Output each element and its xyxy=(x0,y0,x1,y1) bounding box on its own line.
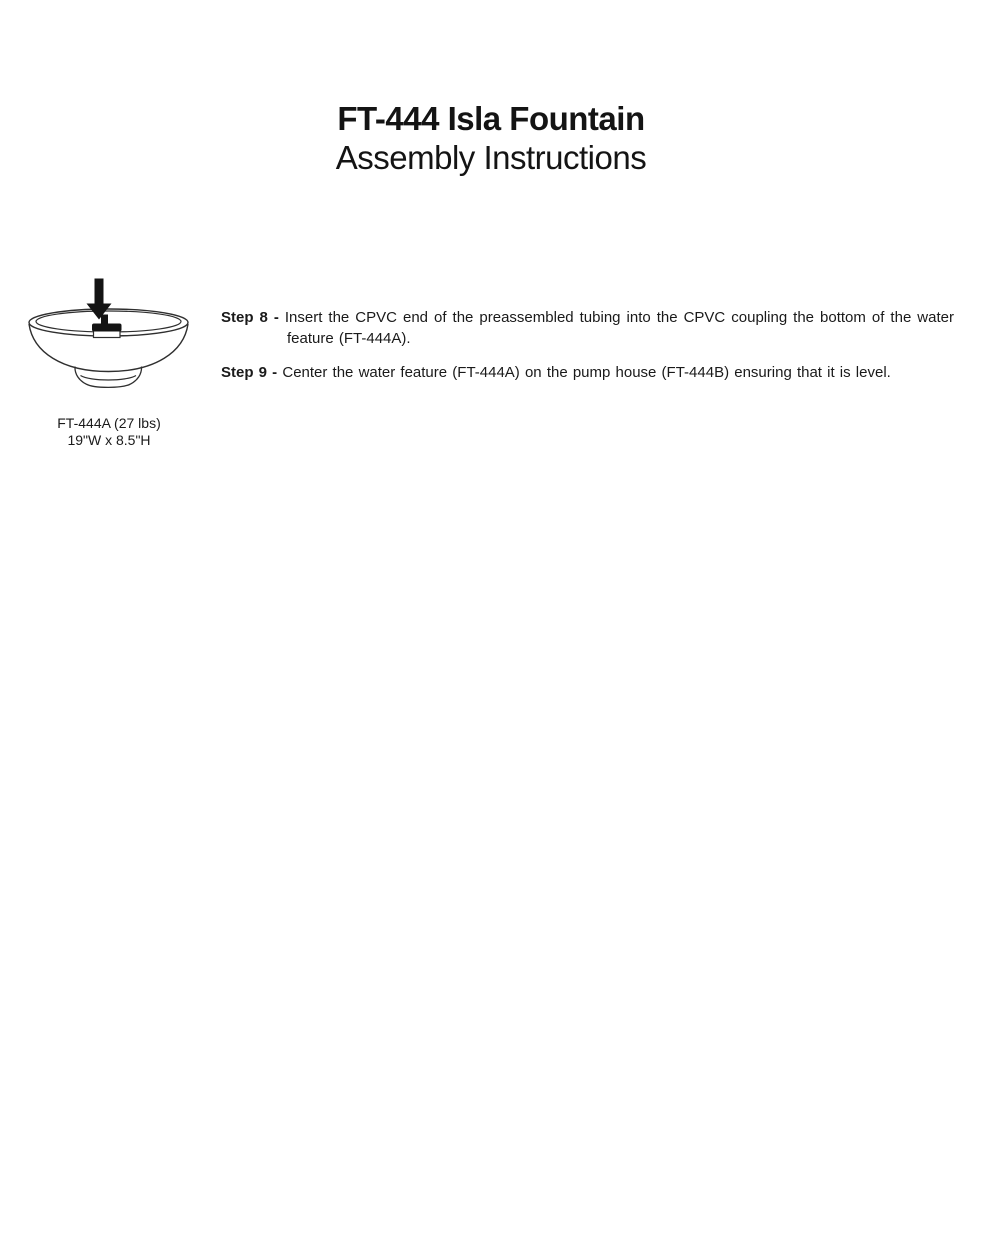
page-title-line1: FT-444 Isla Fountain xyxy=(337,100,645,137)
step-9-label: Step 9 - xyxy=(221,363,278,381)
figure-caption xyxy=(28,415,190,449)
step-8 xyxy=(221,307,954,349)
bowl-foot-inner-arc xyxy=(81,376,137,381)
figure-caption-dimensions: 19"W x 8.5"H xyxy=(67,432,151,448)
coupling-flange xyxy=(92,324,122,332)
step-8-text: Insert the CPVC end of the preassembled tubing into the CPVC coupling the bottom of the water feature (FT-444A). xyxy=(284,309,954,347)
bowl-foot-bottom xyxy=(86,384,131,387)
step-9-text: Center the water feature (FT-444A) on the pump house (FT-444B) ensuring that it is level. xyxy=(282,363,891,381)
figure-caption-model: FT-444A (27 lbs) xyxy=(57,415,161,431)
coupling-base-box xyxy=(94,331,121,338)
page-title xyxy=(0,99,1000,177)
water-feature-bowl-diagram xyxy=(15,270,205,395)
step-8-label: Step 8 - xyxy=(221,309,279,326)
step-9 xyxy=(221,362,954,383)
page-title-line2: Assembly Instructions xyxy=(335,139,647,176)
instruction-steps xyxy=(221,307,954,383)
